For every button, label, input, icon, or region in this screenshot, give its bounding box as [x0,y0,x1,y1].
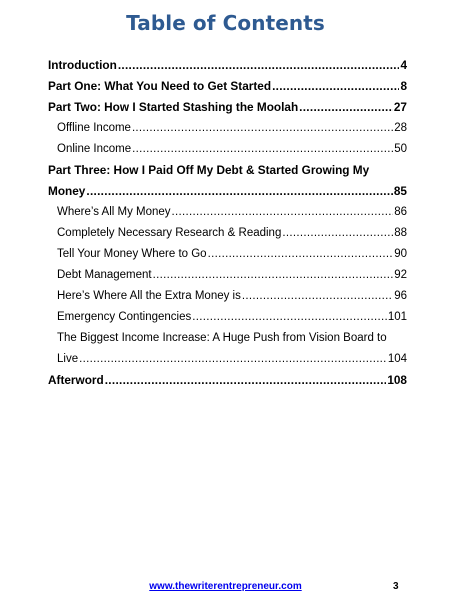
toc-leader-dots [272,76,399,97]
toc-entry-page: 85 [393,184,407,198]
toc-entry-page: 104 [387,353,407,365]
toc-entry-page: 90 [394,248,407,260]
toc-leader-dots [105,370,387,391]
toc-entry-tell-your-money[interactable] [57,244,407,265]
toc-leader-dots [132,118,393,139]
toc-entry-page: 4 [400,58,407,72]
toc-entry-page: 96 [394,290,407,302]
toc-entry-title[interactable]: Completely Necessary Research & Reading [57,227,282,239]
toc-entry-page: 86 [394,206,407,218]
toc-entry-title[interactable]: Introduction [48,58,117,72]
toc-leader-dots [132,139,393,160]
toc-entry-page: 101 [387,311,407,323]
toc-entry-page: 27 [393,100,407,114]
toc-entry-page: 50 [394,143,407,155]
toc-entry-title[interactable]: Emergency Contingencies [57,311,192,323]
toc-entry-page: 88 [394,227,407,239]
toc-entry-introduction[interactable] [48,55,407,76]
toc-leader-dots [192,307,387,328]
toc-entry-title[interactable]: Debt Management [57,269,152,281]
page-title: Table of Contents [126,11,325,35]
toc-entry-title[interactable]: Afterword [48,373,104,387]
toc-leader-dots [172,202,394,223]
toc-entry-part-two[interactable] [48,97,407,118]
toc-entry-page: 92 [394,269,407,281]
toc-entry-page: 8 [400,79,407,93]
toc-entry-debt-management[interactable] [57,265,407,286]
toc-entry-title[interactable]: Online Income [57,143,132,155]
toc-entry-biggest-income-increase[interactable] [57,349,407,370]
toc-entry-title[interactable]: Here’s Where All the Extra Money is [57,290,241,302]
toc-entry-biggest-income-increase-line1[interactable]: The Biggest Income Increase: A Huge Push from Vision Board to [57,332,387,344]
toc-entry-title[interactable]: Part Two: How I Started Stashing the Moolah [48,100,299,114]
toc-entry-extra-money[interactable] [57,286,407,307]
toc-entry-emergency-contingencies[interactable] [57,307,407,328]
toc-entry-title[interactable]: Money [48,184,86,198]
toc-entry-title[interactable]: Where’s All My Money [57,206,171,218]
toc-entry-part-three-line1[interactable]: Part Three: How I Paid Off My Debt & Started Growing My [48,163,370,177]
toc-entry-online-income[interactable] [57,139,407,160]
toc-leader-dots [153,265,394,286]
toc-entry-part-one[interactable] [48,76,407,97]
toc-leader-dots [208,244,394,265]
toc-leader-dots [242,286,393,307]
toc-leader-dots [282,223,393,244]
toc-entry-page: 28 [394,122,407,134]
toc-entry-title[interactable]: Offline Income [57,122,131,134]
footer-page-number: 3 [393,581,399,592]
toc-entry-afterword[interactable] [48,370,407,391]
toc-leader-dots [86,181,393,202]
toc-leader-dots [118,55,400,76]
toc-entry-part-three[interactable] [48,181,407,202]
toc-entry-title[interactable]: Part One: What You Need to Get Started [48,79,272,93]
toc-entry-title[interactable]: Live [57,353,79,365]
toc-entry-title[interactable]: Tell Your Money Where to Go [57,248,207,260]
toc-entry-research-reading[interactable] [57,223,407,244]
toc-entry-wheres-all-my-money[interactable] [57,202,407,223]
toc-leader-dots [299,97,393,118]
toc-entry-page: 108 [387,373,407,387]
toc-leader-dots [79,349,387,370]
toc-entry-offline-income[interactable] [57,118,407,139]
footer-website-link[interactable]: www.thewriterentrepreneur.com [149,581,302,592]
